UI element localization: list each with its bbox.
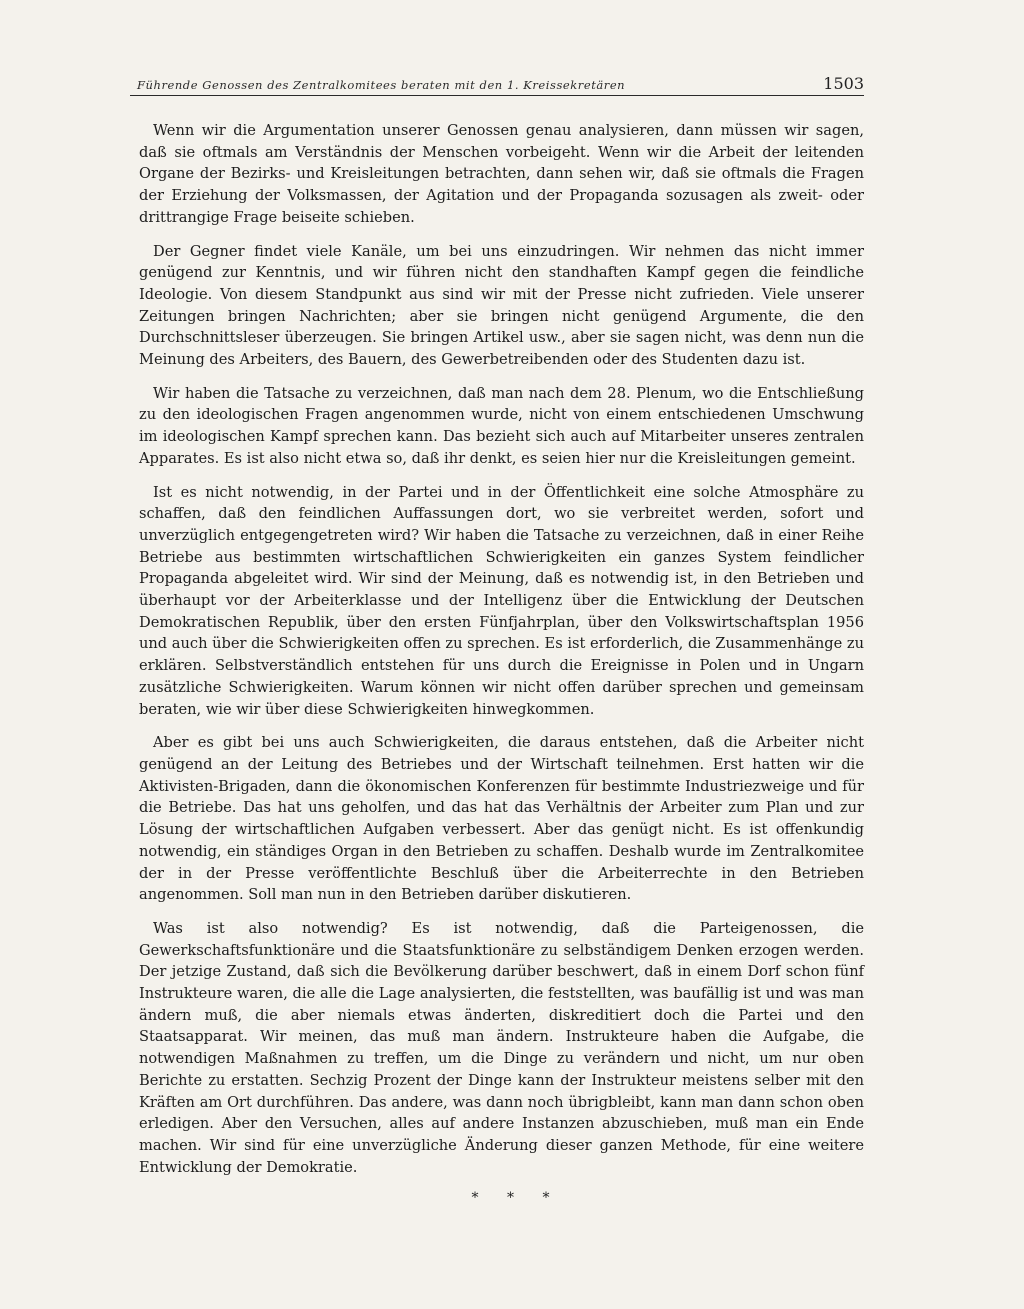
document-page <box>130 74 864 1206</box>
paragraph-3: Wir haben die Tatsache zu verzeichnen, daß man nach dem 28. Plenum, wo die Entschließung zu den ideologischen Fragen angenommen wurde, nicht von einem entschiedenen Umschwung im ideologischen Kampf sprechen kann. Das bezieht sich auch auf Mitarbeiter unseres zentralen Apparates. Es ist also nicht etwa so, daß ihr denkt, es seien hier nur die Kreisleitungen gemeint. <box>139 384 864 467</box>
paragraph-1: Wenn wir die Argumentation unserer Genossen genau analysieren, dann müssen wir sagen, daß sie oftmals am Verständnis der Menschen vorbeigeht. Wenn wir die Arbeit der leitenden Organe der Bezirks- und Kreisleitungen betrachten, dann sehen wir, daß sie oftmals die Fragen der Erziehung der Volksmassen, der Agitation und der Propaganda sozusagen als zweit- oder drittrangige Frage beiseite schieben. <box>139 122 864 226</box>
body-text <box>130 120 864 1206</box>
running-title: Führende Genossen des Zentralkomitees beraten mit den 1. Kreissekretären <box>137 78 626 92</box>
page-number: 1503 <box>823 74 864 93</box>
running-header <box>130 74 864 96</box>
paragraph-4: Ist es nicht notwendig, in der Partei und in der Öffentlichkeit eine solche Atmosphäre zu schaffen, daß den feindlichen Auffassungen dort, wo sie verbreitet werden, sofort und unverzüglich entgegengetreten wird? Wir haben die Tatsache zu verzeichnen, daß in einer Reihe Betriebe aus bestimmten wirtschaftlichen Schwierigkeiten ein ganzes System feindlicher Propaganda abgeleitet wird. Wir sind der Meinung, daß es notwendig ist, in den Betrieben und überhaupt vor der Arbeiterklasse und der Intelligenz über die Entwicklung der Deutschen Demokratischen Republik, über den ersten Fünfjahrplan, über den Volkswirtschaftsplan 1956 und auch über die Schwierigkeiten offen zu sprechen. Es ist erforderlich, die Zusammenhänge zu erklären. Selbstverständlich entstehen für uns durch die Ereignisse in Polen und in Ungarn zusätzliche Schwierigkeiten. Warum können wir nicht offen darüber sprechen und gemeinsam beraten, wie wir über diese Schwierigkeiten hinwegkommen. <box>139 483 864 718</box>
section-ornament: * * * <box>471 1190 562 1207</box>
paragraph-6: Was ist also notwendig? Es ist notwendig, daß die Parteigenossen, die Gewerkschaftsfunktionäre und die Staatsfunktionäre zu selbständigem Denken erzogen werden. Der jetzige Zustand, daß sich die Bevölkerung darüber beschwert, daß in einem Dorf schon fünf Instrukteure waren, die alle die Lage analysierten, die feststellten, was baufällig ist und was man ändern muß, die aber niemals etwas änderten, diskreditiert doch die Partei und den Staatsapparat. Wir meinen, das muß man ändern. Instrukteure haben die Aufgabe, die notwendigen Maßnahmen zu treffen, um die Dinge zu verändern und nicht, um nur oben Berichte zu erstatten. Sechzig Prozent der Dinge kann der Instrukteur meistens selber mit den Kräften am Ort durchführen. Das andere, was dann noch übrigbleibt, kann man dann schon oben erledigen. Aber den Versuchen, alles auf andere Instanzen abzuschieben, muß man ein Ende machen. Wir sind für eine unverzügliche Änderung dieser ganzen Methode, für eine weitere Entwicklung der Demokratie. <box>139 919 864 1176</box>
paragraph-5: Aber es gibt bei uns auch Schwierigkeiten, die daraus entstehen, daß die Arbeiter nicht genügend an der Leitung des Betriebes und der Wirtschaft teilnehmen. Erst hatten wir die Aktivisten-Brigaden, dann die ökonomischen Konferenzen für bestimmte Industriezweige und für die Betriebe. Das hat uns geholfen, und das hat das Verhältnis der Arbeiter zum Plan und zur Lösung der wirtschaftlichen Aufgaben verbessert. Aber das genügt nicht. Es ist offenkundig notwendig, ein ständiges Organ in den Betrieben zu schaffen. Deshalb wurde im Zentralkomitee der in der Presse veröffentlichte Beschluß über die Arbeiterrechte in den Betrieben angenommen. Soll man nun in den Betrieben darüber diskutieren. <box>139 734 864 904</box>
paragraph-2: Der Gegner findet viele Kanäle, um bei uns einzudringen. Wir nehmen das nicht immer genügend zur Kenntnis, und wir führen nicht den standhaften Kampf gegen die feindliche Ideologie. Von diesem Standpunkt aus sind wir mit der Presse nicht zufrieden. Viele unserer Zeitungen bringen Nachrichten; aber sie bringen nicht genügend Argumente, die den Durchschnittsleser überzeugen. Sie bringen Artikel usw., aber sie sagen nicht, was denn nun die Meinung des Arbeiters, des Bauern, des Gewerbetreibenden oder des Studenten dazu ist. <box>139 242 864 369</box>
